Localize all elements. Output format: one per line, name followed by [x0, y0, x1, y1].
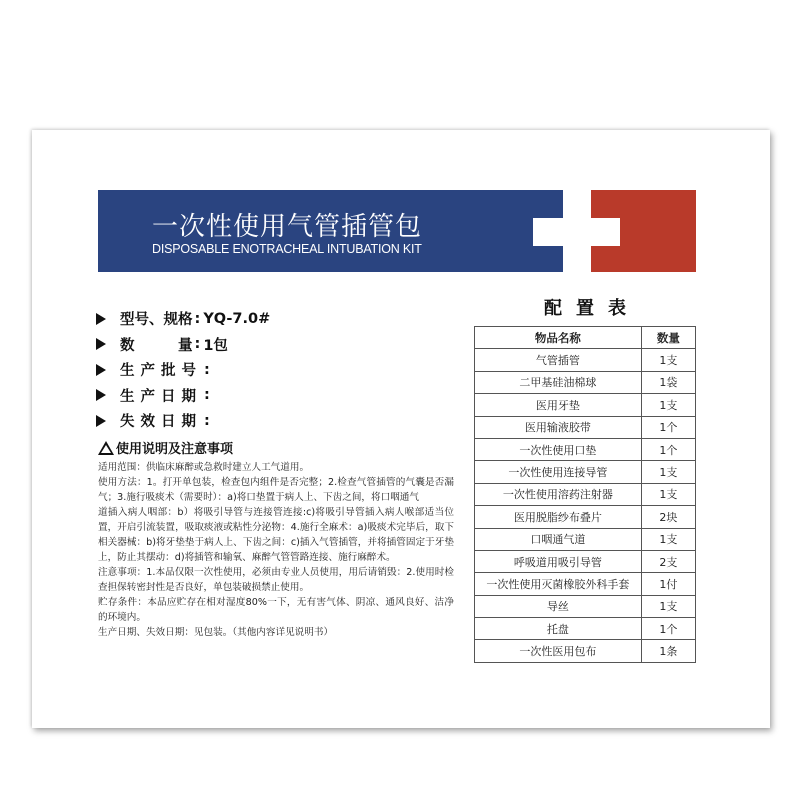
table-row: [475, 461, 696, 483]
bullet-arrow-icon: [96, 338, 106, 350]
item-name: 呼吸道用吸引导管: [475, 550, 642, 572]
item-name: 医用脱脂纱布叠片: [475, 506, 642, 528]
spec-label: 生产日期: [120, 388, 202, 405]
spec-label: 生产批号: [120, 363, 202, 380]
instructions-method-cont: 道插入病人咽部：b）将吸引导管与连接管连接:c)将吸引导管插入病人喉部适当位置，开启引流装置，吸取痰液或粘性分泌物：4.施行全麻术：a)吸痰术完毕后，取下相关器械：b)将牙垫垫于病人上、下齿之间：c)插入气管插管，并将插管固定于牙垫上，防止其摆动：d)将插管和输氧、麻醉气管管路连接、施行麻醉术。: [98, 507, 454, 563]
item-qty: 1支: [641, 528, 695, 550]
spec-batch: [96, 357, 270, 383]
item-qty: 1支: [641, 483, 695, 505]
instructions-method: 使用方法：1。打开单包装，检查包内组件是否完整；2.检查气管插管的气囊是否漏气；3.施行吸痰术（需要时）：a)将口垫置于病人上、下齿之间，将口咽通气: [98, 477, 454, 503]
table-row: [475, 573, 696, 595]
item-qty: 1个: [641, 416, 695, 438]
bullet-arrow-icon: [96, 313, 106, 325]
table-row: [475, 416, 696, 438]
bullet-arrow-icon: [96, 364, 106, 376]
table-header-row: [475, 327, 696, 349]
table-row: [475, 506, 696, 528]
spec-quantity: [96, 332, 270, 358]
table-row: [475, 483, 696, 505]
item-qty: 2支: [641, 550, 695, 572]
item-qty: 1条: [641, 640, 695, 662]
item-qty: 1个: [641, 438, 695, 460]
header-item-name: 物品名称: [475, 327, 642, 349]
item-name: 导丝: [475, 595, 642, 617]
spec-value: 1包: [203, 337, 228, 354]
item-name: 一次性医用包布: [475, 640, 642, 662]
spec-production-date: [96, 383, 270, 409]
medical-cross-bar: [533, 218, 620, 246]
item-name: 一次性使用灭菌橡胶外科手套: [475, 573, 642, 595]
spec-label: 失效日期: [120, 414, 202, 431]
spec-list: [96, 306, 270, 434]
item-qty: 2块: [641, 506, 695, 528]
spec-value: YQ-7.0#: [203, 310, 271, 327]
table-row: [475, 595, 696, 617]
table-row: [475, 394, 696, 416]
spec-colon: :: [204, 412, 210, 429]
instructions-dates: 生产日期、失效日期：见包装。（其他内容详见说明书）: [98, 627, 334, 638]
product-title-en: DISPOSABLE ENOTRACHEAL INTUBATION KIT: [152, 242, 422, 256]
instructions-notes: 注意事项：1.本品仅限一次性使用，必须由专业人员使用，用后请销毁：2.使用时检查担保转密封性是否良好，单包装破损禁止使用。: [98, 567, 454, 593]
package-label-card: [32, 130, 770, 728]
table-row: [475, 438, 696, 460]
item-qty: 1个: [641, 618, 695, 640]
item-qty: 1付: [641, 573, 695, 595]
table-row: [475, 550, 696, 572]
item-name: 一次性使用连接导管: [475, 461, 642, 483]
instructions-section: [98, 438, 454, 640]
item-qty: 1支: [641, 349, 695, 371]
spec-label: 型号、规格: [120, 312, 193, 329]
spec-colon: :: [194, 310, 201, 327]
instructions-title: 使用说明及注意事项: [116, 442, 234, 457]
item-qty: 1支: [641, 394, 695, 416]
warning-triangle-icon: [98, 441, 114, 455]
spec-model: [96, 306, 270, 332]
table-row: [475, 349, 696, 371]
config-table: [474, 326, 696, 663]
table-row: [475, 528, 696, 550]
item-name: 一次性使用溶药注射器: [475, 483, 642, 505]
instructions-heading: [98, 438, 454, 457]
item-name: 托盘: [475, 618, 642, 640]
instructions-scope: 适用范围：供临床麻醉或急救时建立人工气道用。: [98, 462, 310, 473]
product-title-cn: 一次性使用气管插管包: [152, 212, 423, 242]
instructions-storage: 贮存条件：本品应贮存在相对湿度80%一下，无有害气体、阴凉、通风良好、洁净的环境内。: [98, 597, 454, 623]
item-name: 二甲基硅油棉球: [475, 371, 642, 393]
table-row: [475, 640, 696, 662]
title-banner: [98, 190, 563, 272]
spec-colon: :: [204, 361, 210, 378]
item-name: 一次性使用口垫: [475, 438, 642, 460]
item-name: 气管插管: [475, 349, 642, 371]
item-name: 口咽通气道: [475, 528, 642, 550]
spec-colon: :: [194, 336, 201, 353]
item-qty: 1支: [641, 595, 695, 617]
spec-expiry-date: [96, 408, 270, 434]
config-table-title: 配置表: [544, 298, 640, 319]
item-name: 医用牙垫: [475, 394, 642, 416]
item-qty: 1支: [641, 461, 695, 483]
spec-colon: :: [204, 387, 210, 404]
table-row: [475, 371, 696, 393]
table-row: [475, 618, 696, 640]
item-qty: 1袋: [641, 371, 695, 393]
bullet-arrow-icon: [96, 415, 106, 427]
spec-label: 数 量: [120, 337, 193, 354]
bullet-arrow-icon: [96, 389, 106, 401]
item-name: 医用输液胶带: [475, 416, 642, 438]
header-quantity: 数量: [641, 327, 695, 349]
